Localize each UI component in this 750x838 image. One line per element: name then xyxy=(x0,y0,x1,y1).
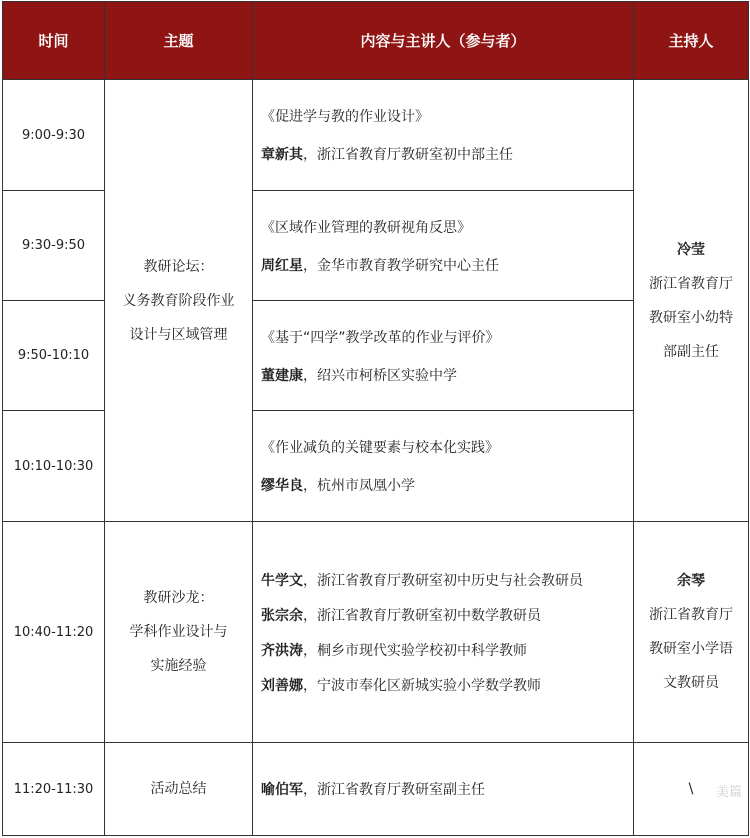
participant-name: 张宗余 xyxy=(261,607,303,624)
host-name: 冷莹 xyxy=(677,241,705,258)
time-cell: 10:10-10:30 xyxy=(3,411,105,522)
time-cell: 10:40-11:20 xyxy=(3,522,105,743)
host-title-line: 浙江省教育厅 xyxy=(649,607,733,623)
talk-title: 《作业减负的关键要素与校本化实践》 xyxy=(261,440,499,456)
header-row xyxy=(3,2,749,80)
time-cell: 9:30-9:50 xyxy=(3,191,105,301)
header-topic: 主题 xyxy=(105,2,253,80)
speaker-line xyxy=(261,475,633,495)
topic-line: 教研论坛： xyxy=(143,258,214,275)
participant-name: 刘善娜 xyxy=(261,677,303,694)
speaker-affiliation: ，金华市教育教学研究中心主任 xyxy=(303,257,499,274)
topic-line: 实施经验 xyxy=(150,658,207,674)
speaker-line xyxy=(261,779,633,799)
topic-cell-forum xyxy=(105,80,253,522)
content-cell xyxy=(253,301,634,411)
host-cell-forum xyxy=(634,80,749,522)
time-cell: 9:00-9:30 xyxy=(3,80,105,191)
participant-line xyxy=(261,640,633,660)
watermark-text: 美篇 xyxy=(715,785,742,800)
time-cell: 9:50-10:10 xyxy=(3,301,105,411)
topic-cell-salon xyxy=(105,522,253,743)
schedule-table xyxy=(2,1,749,836)
speaker-line xyxy=(261,255,633,275)
host-title-line: 浙江省教育厅 xyxy=(649,275,733,292)
topic-cell-summary: 活动总结 xyxy=(105,743,253,836)
participant-affiliation: ，宁波市奉化区新城实验小学数学教师 xyxy=(303,677,541,694)
content-cell xyxy=(253,191,634,301)
participant-affiliation: ，浙江省教育厅教研室初中历史与社会教研员 xyxy=(303,572,583,589)
participant-affiliation: ，浙江省教育厅教研室初中数学教研员 xyxy=(303,607,541,624)
topic-line: 学科作业设计与 xyxy=(129,624,228,640)
topic-line: 义务教育阶段作业 xyxy=(122,292,235,309)
speaker-line xyxy=(261,144,633,164)
time-cell: 11:20-11:30 xyxy=(3,743,105,836)
participant-affiliation: ，桐乡市现代实验学校初中科学教师 xyxy=(303,642,527,659)
header-content: 内容与主讲人（参与者） xyxy=(253,2,634,80)
talk-title: 《基于“四学”教学改革的作业与评价》 xyxy=(261,329,500,346)
speaker-affiliation: ，绍兴市柯桥区实验中学 xyxy=(303,367,457,384)
header-host: 主持人 xyxy=(634,2,749,80)
host-name: 余琴 xyxy=(677,573,705,589)
host-title-line: 文教研员 xyxy=(663,675,719,691)
speaker-affiliation: ，浙江省教育厅教研室副主任 xyxy=(303,782,485,798)
speaker-name: 章新其 xyxy=(261,147,303,163)
host-cell-summary: \ xyxy=(634,743,749,836)
speaker-name: 周红星 xyxy=(261,257,303,274)
table-row xyxy=(3,80,749,191)
host-title-line: 教研室小幼特 xyxy=(649,309,733,326)
participant-line xyxy=(261,675,633,695)
participant-name: 齐洪涛 xyxy=(261,642,303,659)
speaker-line xyxy=(261,365,633,385)
speaker-name: 喻伯军 xyxy=(261,782,303,798)
content-cell xyxy=(253,411,634,522)
participant-line xyxy=(261,605,633,625)
topic-line: 教研沙龙： xyxy=(143,590,214,606)
topic-line: 设计与区域管理 xyxy=(129,326,228,343)
header-time: 时间 xyxy=(3,2,105,80)
host-cell-salon xyxy=(634,522,749,743)
host-title-line: 部副主任 xyxy=(663,343,719,360)
table-row xyxy=(3,743,749,836)
speaker-name: 缪华良 xyxy=(261,478,303,494)
host-title-line: 教研室小学语 xyxy=(649,641,733,657)
participant-name: 牛学文 xyxy=(261,572,303,589)
content-cell xyxy=(253,522,634,743)
speaker-name: 董建康 xyxy=(261,367,303,384)
speaker-affiliation: ，杭州市凤凰小学 xyxy=(303,478,415,494)
content-cell xyxy=(253,80,634,191)
content-cell xyxy=(253,743,634,836)
talk-title: 《区域作业管理的教研视角反思》 xyxy=(261,219,471,236)
speaker-affiliation: ，浙江省教育厅教研室初中部主任 xyxy=(303,147,513,163)
table-row xyxy=(3,522,749,743)
participant-line xyxy=(261,570,633,590)
talk-title: 《促进学与教的作业设计》 xyxy=(261,109,429,125)
